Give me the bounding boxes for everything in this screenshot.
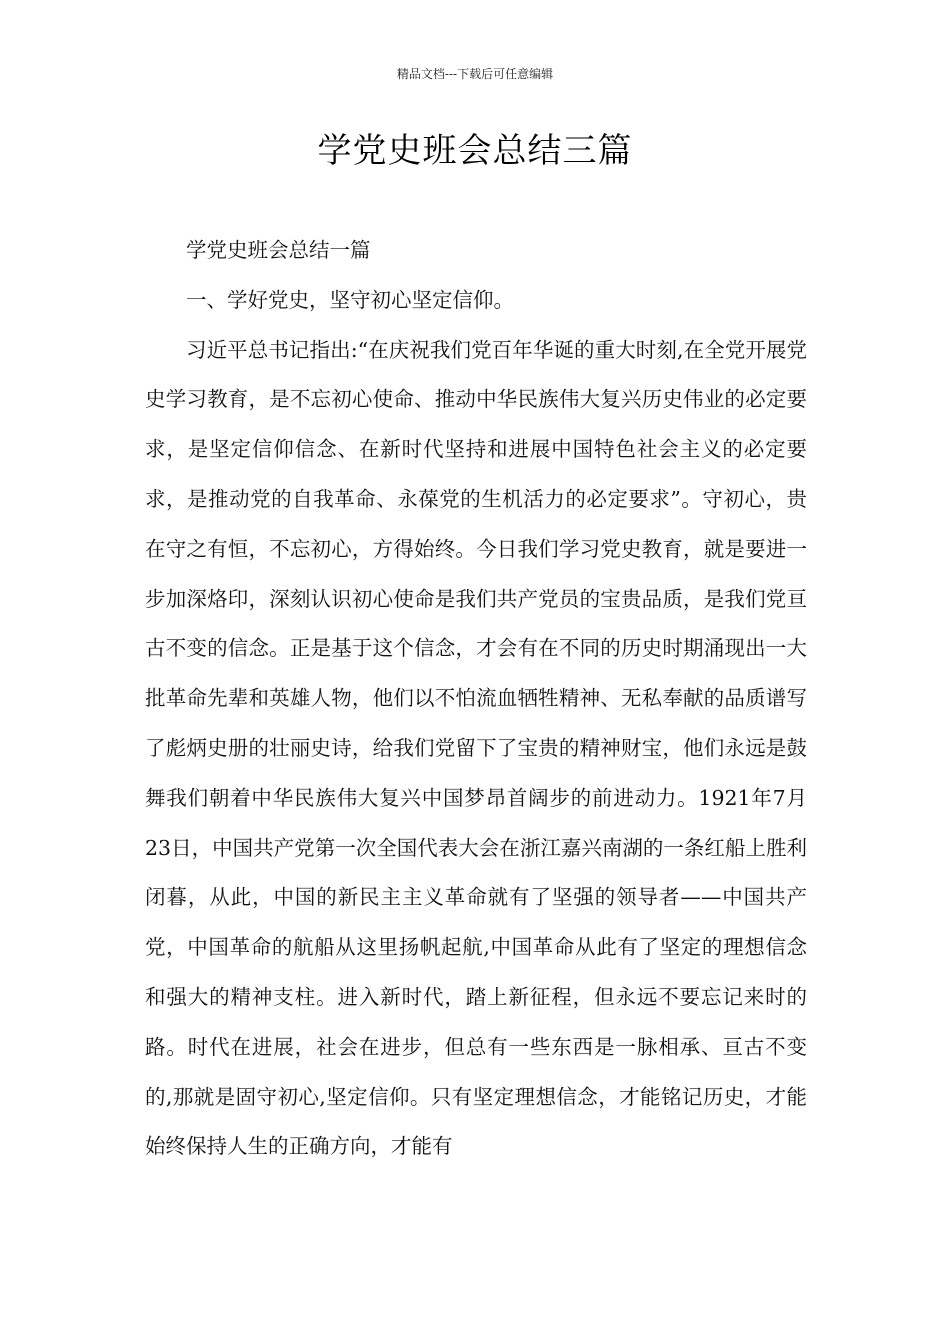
body-paragraph: 习近平总书记指出:“在庆祝我们党百年华诞的重大时刻,在全党开展党史学习教育，是不忘初心使命、推动中华民族伟大复兴历史伟业的必定要求，是坚定信仰信念、在新时代坚持和进展中国特色社会主义的必定要求，是推动党的自我革命、永葆党的生机活力的必定要求”。守初心，贵在守之有恒，不忘初心，方得始终。今日我们学习党史教育，就是要进一步加深烙印，深刻认识初心使命是我们共产党员的宝贵品质，是我们党亘古不变的信念。正是基于这个信念，才会有在不同的历史时期涌现出一大批革命先辈和英雄人物，他们以不怕流血牺牲精神、无私奉献的品质谱写了彪炳史册的壮丽史诗，给我们党留下了宝贵的精神财宝，他们永远是鼓舞我们朝着中华民族伟大复兴中国梦昂首阔步的前进动力。1921年7月23日，中国共产党第一次全国代表大会在浙江嘉兴南湖的一条红船上胜利闭暮，从此，中国的新民主主义革命就有了坚强的领导者——中国共产党，中国革命的航船从这里扬帆起航,中国革命从此有了坚定的理想信念和强大的精神支柱。进入新时代，踏上新征程，但永远不要忘记来时的路。时代在进展，社会在进步，但总有一些东西是一脉相承、亘古不变的,那就是固守初心,坚定信仰。只有坚定理想信念，才能铭记历史，才能始终保持人生的正确方向，才能有 — [145, 337, 807, 1159]
section-heading: 学党史班会总结一篇 — [186, 238, 371, 262]
subsection-heading: 一、学好党史，坚守初心坚定信仰。 — [186, 287, 514, 312]
document-body — [145, 226, 807, 1172]
page-header-note: 精品文档---下载后可任意编辑 — [396, 67, 554, 81]
document-title: 学党史班会总结三篇 — [317, 131, 633, 171]
